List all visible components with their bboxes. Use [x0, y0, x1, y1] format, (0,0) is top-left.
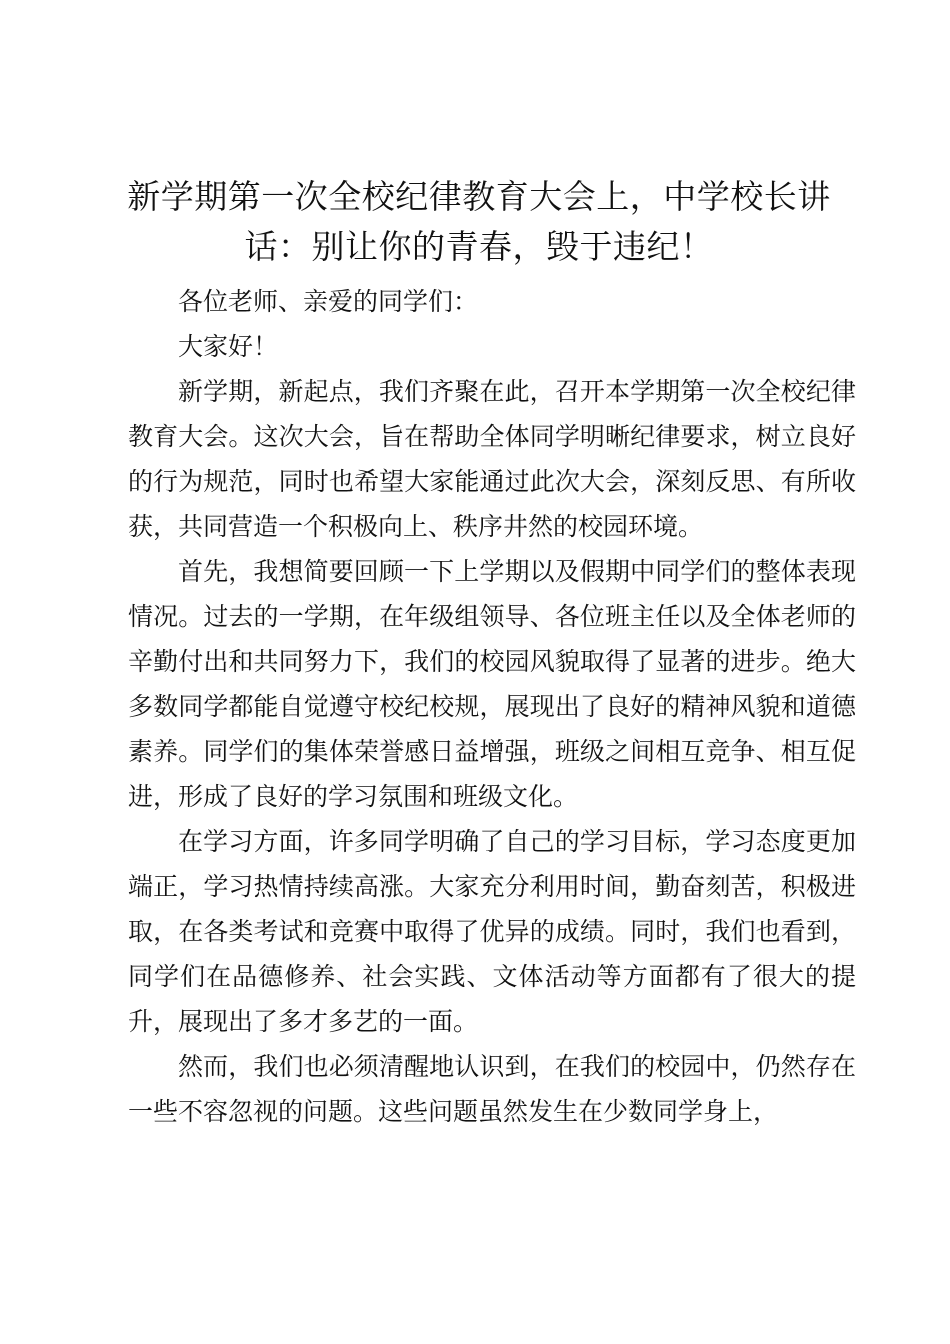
- paragraph-4: 然而，我们也必须清醒地认识到，在我们的校园中，仍然存在一些不容忽视的问题。这些问题虽然发生在少数同学身上，: [128, 1052, 856, 1126]
- document-body: [128, 279, 856, 1134]
- greeting: 大家好！: [178, 332, 279, 361]
- salutation: 各位老师、亲爱的同学们：: [178, 287, 479, 316]
- document-title: 新学期第一次全校纪律教育大会上，中学校长讲话：别让你的青春，毁于违纪！: [127, 177, 831, 266]
- paragraph-3: 在学习方面，许多同学明确了自己的学习目标，学习态度更加端正，学习热情持续高涨。大家充分利用时间，勤奋刻苦，积极进取，在各类考试和竞赛中取得了优异的成绩。同时，我们也看到，同学们在品德修养、社会实践、文体活动等方面都有了很大的提升，展现出了多才多艺的一面。: [128, 827, 856, 1036]
- paragraph-1: 新学期，新起点，我们齐聚在此，召开本学期第一次全校纪律教育大会。这次大会，旨在帮助全体同学明晰纪律要求，树立良好的行为规范，同时也希望大家能通过此次大会，深刻反思、有所收获，共同营造一个积极向上、秩序井然的校园环境。: [128, 377, 856, 541]
- paragraph-2: 首先，我想简要回顾一下上学期以及假期中同学们的整体表现情况。过去的一学期，在年级组领导、各位班主任以及全体老师的辛勤付出和共同努力下，我们的校园风貌取得了显著的进步。绝大多数同学都能自觉遵守校纪校规，展现出了良好的精神风貌和道德素养。同学们的集体荣誉感日益增强，班级之间相互竞争、相互促进，形成了良好的学习氛围和班级文化。: [128, 557, 856, 811]
